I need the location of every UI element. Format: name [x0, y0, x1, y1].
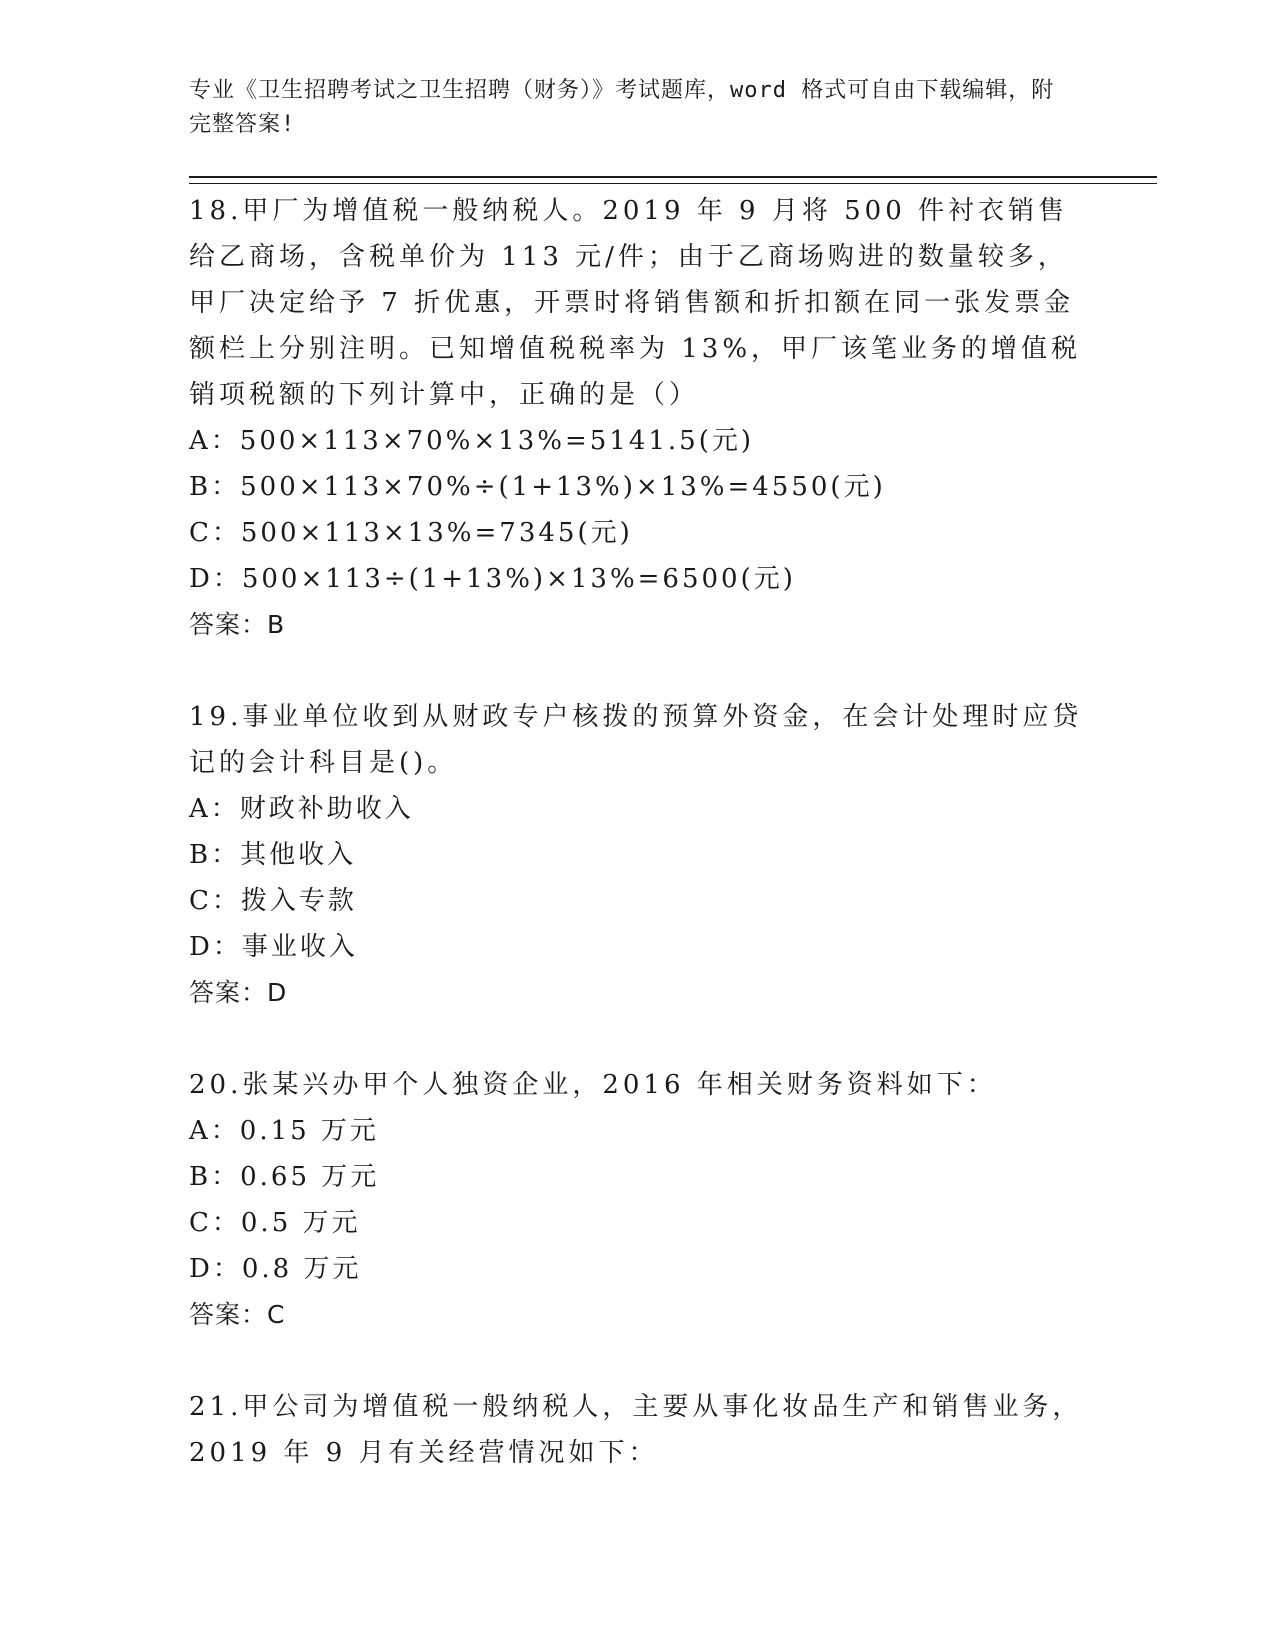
header-divider-thin — [189, 183, 1157, 184]
option-d: D：500×113÷(1+13%)×13%=6500(元) — [189, 564, 796, 594]
answer: 答案：D — [189, 978, 288, 1007]
answer: 答案：B — [189, 610, 286, 639]
option-b: B：500×113×70%÷(1+13%)×13%=4550(元) — [189, 472, 886, 502]
option-c: C：拨入专款 — [189, 886, 357, 916]
question-21 — [189, 1384, 1089, 1476]
answer: 答案：C — [189, 1300, 286, 1329]
option-a: A：财政补助收入 — [189, 794, 414, 824]
option-b: B：0.65 万元 — [189, 1162, 380, 1192]
option-c: C：0.5 万元 — [189, 1208, 361, 1238]
option-d: D：事业收入 — [189, 932, 358, 962]
question-18 — [189, 188, 1089, 648]
option-a: A：500×113×70%×13%=5141.5(元) — [189, 426, 755, 456]
question-list — [189, 188, 1089, 1522]
option-c: C：500×113×13%=7345(元) — [189, 518, 633, 548]
header-divider — [189, 176, 1157, 178]
document-header: 专业《卫生招聘考试之卫生招聘（财务）》考试题库，word 格式可自由下载编辑，附完整答案! — [189, 78, 1055, 137]
question-text: 18.甲厂为增值税一般纳税人。2019 年 9 月将 500 件衬衣销售给乙商场，含税单价为 113 元/件；由于乙商场购进的数量较多，甲厂决定给予 7 折优惠，开票时将销售额和折扣额在同一张发票金额栏上分别注明。已知增值税税率为 13%，甲厂该笔业务的增值税销项税额的下列计算中，正确的是（） — [189, 196, 1082, 410]
question-text: 21.甲公司为增值税一般纳税人，主要从事化妆品生产和销售业务，2019 年 9 月有关经营情况如下： — [189, 1392, 1083, 1468]
question-20 — [189, 1062, 1089, 1338]
option-b: B：其他收入 — [189, 840, 357, 870]
question-19 — [189, 694, 1089, 1016]
question-text: 19.事业单位收到从财政专户核拨的预算外资金，在会计处理时应贷记的会计科目是()。 — [189, 702, 1083, 778]
question-text: 20.张某兴办甲个人独资企业，2016 年相关财务资料如下： — [189, 1070, 997, 1100]
option-d: D：0.8 万元 — [189, 1254, 362, 1284]
option-a: A：0.15 万元 — [189, 1116, 379, 1146]
